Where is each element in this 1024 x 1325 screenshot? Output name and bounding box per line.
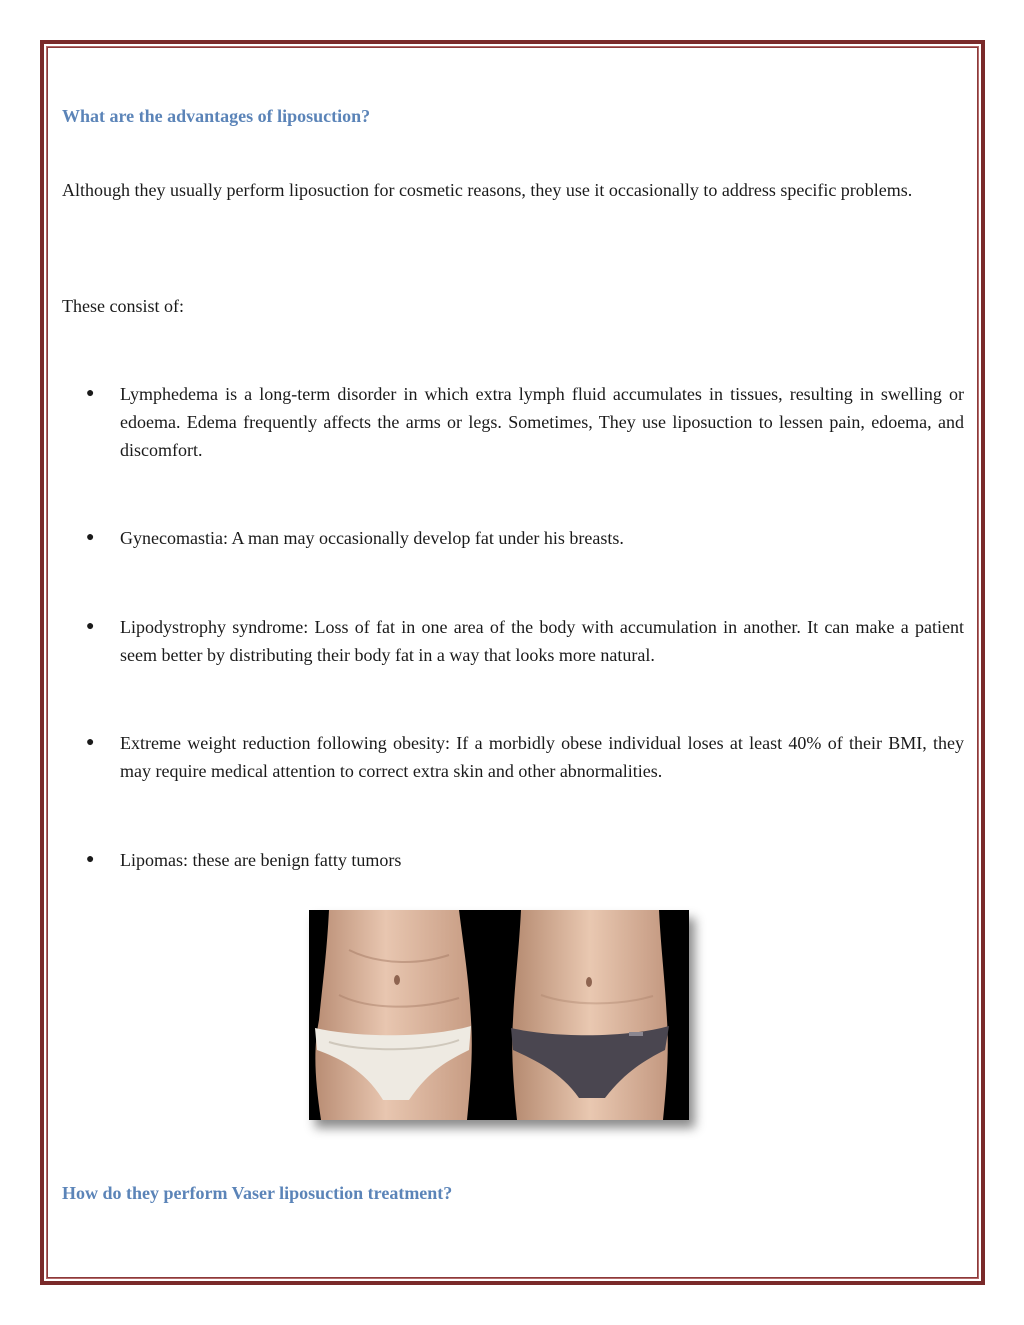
bullet-icon: ● [86,386,95,401]
before-after-photo [309,910,689,1120]
consist-paragraph: These consist of: [62,296,184,316]
list-item-text: Lipodystrophy syndrome: Loss of fat in one area of the body with accumulation in another. It can make a patient seem better by distributing their body fat in a way that looks more natural. [120,617,964,665]
list-item-text: Extreme weight reduction following obesity: If a morbidly obese individual loses at least 40% of their BMI, they may require medical attention to correct extra skin and other abnormalities. [120,733,964,781]
bullet-icon: ● [86,619,95,634]
section-heading-vaser: How do they perform Vaser liposuction treatment? [62,1183,453,1203]
list-item [86,380,964,464]
list-item [86,729,964,785]
section-heading-advantages: What are the advantages of liposuction? [62,106,371,126]
list-item [86,846,964,874]
list-item-text: Gynecomastia: A man may occasionally develop fat under his breasts. [120,528,624,548]
list-item-text: Lipomas: these are benign fatty tumors [120,850,402,870]
intro-paragraph: Although they usually perform liposuction for cosmetic reasons, they use it occasionally to address specific problems. [62,180,913,200]
list-item-text: Lymphedema is a long-term disorder in which extra lymph fluid accumulates in tissues, resulting in swelling or edoema. Edema frequently affects the arms or legs. Sometimes, They use liposuction to lessen pain, edoema, and discomfort. [120,384,964,460]
bullet-icon: ● [86,852,95,867]
bullet-icon: ● [86,735,95,750]
list-item [86,524,964,552]
bullet-icon: ● [86,530,95,545]
list-item [86,613,964,669]
